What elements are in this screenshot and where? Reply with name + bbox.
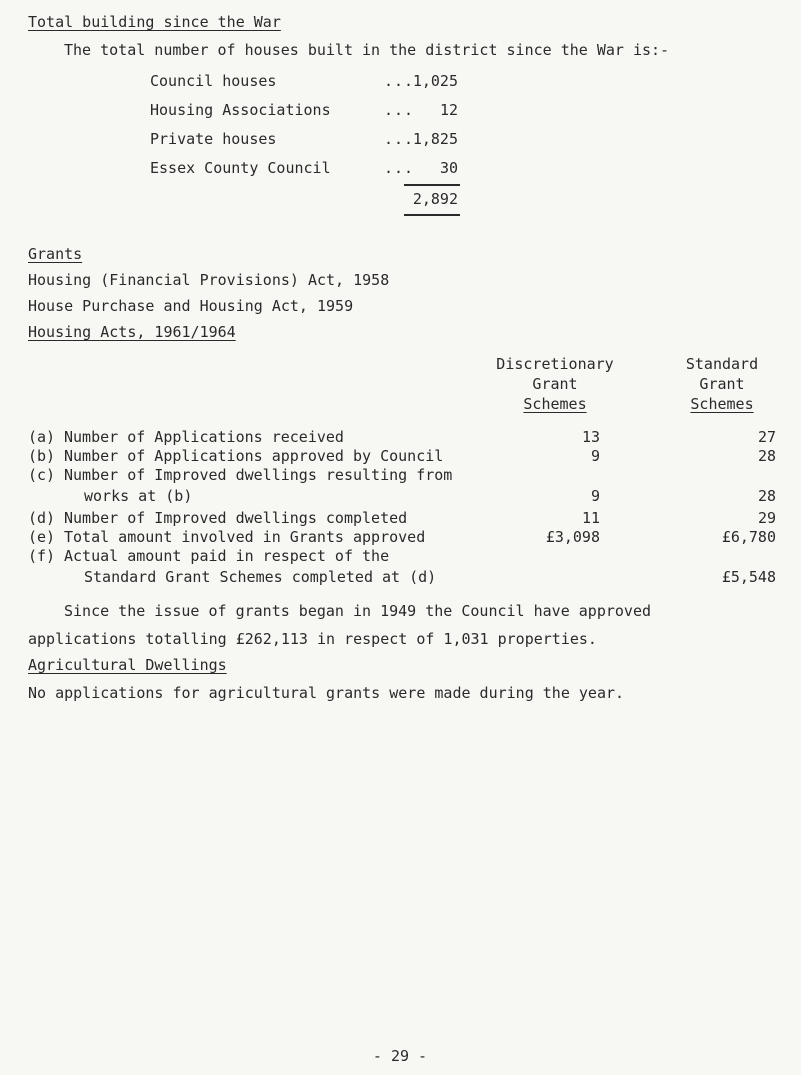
total-row-value: 1,825 — [412, 130, 458, 148]
total-row-value: 1,025 — [412, 72, 458, 90]
page-number: - 29 - — [372, 1047, 428, 1065]
row-discretionary-value: 11 — [581, 509, 600, 527]
row-standard-value: 27 — [757, 428, 776, 446]
heading-agricultural-dwellings: Agricultural Dwellings — [28, 656, 227, 674]
act-line: Housing (Financial Provisions) Act, 1958 — [28, 271, 390, 289]
sum-rule-bottom — [404, 214, 460, 216]
col-header-standard-2: Grant — [699, 375, 745, 393]
row-label: Number of Applications received — [64, 428, 344, 446]
row-label: Number of Applications approved by Council — [64, 447, 444, 465]
row-standard-value: 28 — [757, 487, 776, 505]
row-letter: (d) — [28, 509, 56, 527]
sum-rule-top — [404, 184, 460, 186]
row-letter: (f) — [28, 547, 56, 565]
summary-text-line2: applications totalling £262,113 in respect of 1,031 properties. — [28, 630, 597, 648]
row-standard-value: £5,548 — [721, 568, 776, 586]
row-label: Total amount involved in Grants approved — [64, 528, 426, 546]
row-standard-value: 28 — [757, 447, 776, 465]
row-letter: (b) — [28, 447, 56, 465]
row-discretionary-value: 9 — [590, 487, 600, 505]
agricultural-text: No applications for agricultural grants were made during the year. — [28, 684, 625, 702]
heading-grants: Grants — [28, 245, 83, 263]
row-label: Actual amount paid in respect of the — [64, 547, 390, 565]
total-row-value: 30 — [439, 159, 458, 177]
total-row-label: Council houses — [150, 72, 277, 90]
col-header-discretionary-1: Discretionary — [496, 355, 614, 373]
row-discretionary-value: 13 — [581, 428, 600, 446]
total-row-dots: ... — [384, 159, 415, 177]
total-row-label: Private houses — [150, 130, 277, 148]
total-row-label: Essex County Council — [150, 159, 331, 177]
row-label: Number of Improved dwellings resulting from — [64, 466, 453, 484]
row-letter: (a) — [28, 428, 56, 446]
col-header-discretionary-3: Schemes — [523, 395, 587, 413]
row-standard-value: £6,780 — [721, 528, 776, 546]
col-header-standard-1: Standard — [685, 355, 759, 373]
total-row-label: Housing Associations — [150, 101, 331, 119]
act-line: House Purchase and Housing Act, 1959 — [28, 297, 354, 315]
total-row-dots: ... — [384, 101, 415, 119]
row-standard-value: 29 — [757, 509, 776, 527]
row-letter: (c) — [28, 466, 56, 484]
total-row-dots: ... — [384, 130, 415, 148]
row-label-continued: works at (b) — [84, 487, 193, 505]
heading-total-building: Total building since the War — [28, 13, 281, 31]
total-sum: 2,892 — [412, 190, 458, 208]
summary-text-line1: Since the issue of grants began in 1949 the Council have approved — [64, 602, 651, 620]
col-header-discretionary-2: Grant — [532, 375, 578, 393]
row-discretionary-value: £3,098 — [545, 528, 600, 546]
total-row-value: 12 — [439, 101, 458, 119]
row-label-continued: Standard Grant Schemes completed at (d) — [84, 568, 437, 586]
col-header-standard-3: Schemes — [690, 395, 754, 413]
total-row-dots: ... — [384, 72, 415, 90]
intro-text: The total number of houses built in the district since the War is:- — [64, 41, 670, 59]
act-line: Housing Acts, 1961/1964 — [28, 323, 236, 341]
row-label: Number of Improved dwellings completed — [64, 509, 408, 527]
row-discretionary-value: 9 — [590, 447, 600, 465]
row-letter: (e) — [28, 528, 56, 546]
